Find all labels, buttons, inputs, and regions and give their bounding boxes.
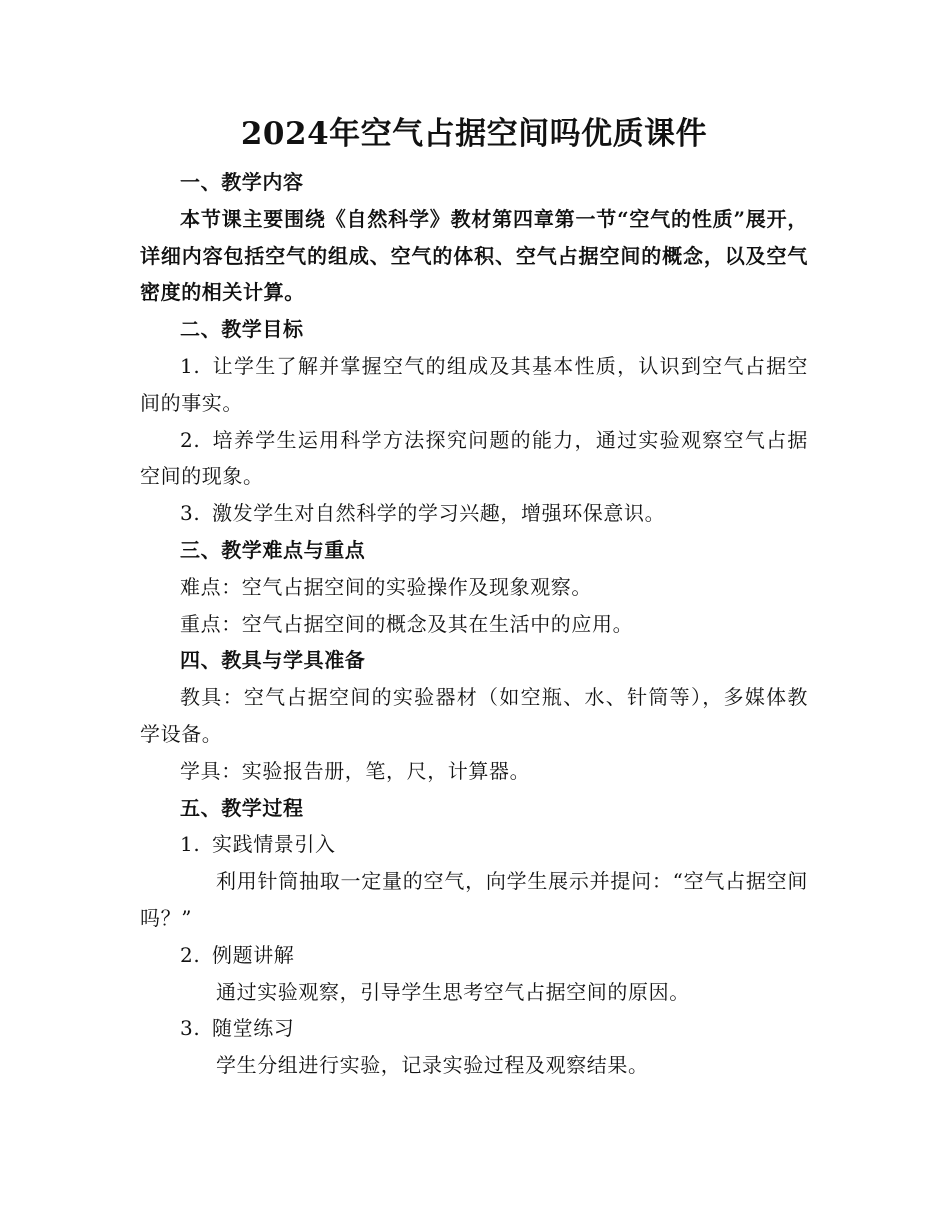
goal-item-3 bbox=[140, 495, 808, 532]
goal-item-2 bbox=[140, 422, 808, 496]
process-step-title-3 bbox=[140, 1010, 808, 1047]
document-title: 2024年空气占据空间吗优质课件 bbox=[240, 116, 708, 152]
process-step-number-3: 3. bbox=[180, 1016, 201, 1041]
process-step-number-1: 1. bbox=[180, 832, 201, 857]
process-step-number-2: 2. bbox=[180, 942, 201, 967]
process-step-title-1 bbox=[140, 826, 808, 863]
section-heading-content: 一、教学内容 bbox=[180, 170, 304, 194]
goal-number-2: 2. bbox=[180, 427, 201, 452]
process-step-text-2: 通过实验观察，引导学生思考空气占据空间的原因。 bbox=[216, 979, 690, 1004]
goal-text-3: 激发学生对自然科学的学习兴趣，增强环保意识。 bbox=[212, 501, 666, 526]
section-heading-goals: 二、教学目标 bbox=[180, 317, 304, 342]
process-step-text-1: 利用针筒抽取一定量的空气，向学生展示并提问：“空气占据空间吗？” bbox=[140, 869, 808, 930]
process-step-label-2: 例题讲解 bbox=[212, 942, 295, 967]
document-page bbox=[140, 112, 808, 1084]
process-step-label-1: 实践情景引入 bbox=[212, 832, 336, 857]
key-point-paragraph: 重点：空气占据空间的概念及其在生活中的应用。 bbox=[180, 611, 634, 636]
process-step-title-2 bbox=[140, 937, 808, 974]
teacher-materials-paragraph: 教具：空气占据空间的实验器材（如空瓶、水、针筒等），多媒体教学设备。 bbox=[140, 685, 808, 746]
goal-item-1 bbox=[140, 348, 808, 422]
difficulty-paragraph: 难点：空气占据空间的实验操作及现象观察。 bbox=[180, 574, 592, 599]
section-heading-process: 五、教学过程 bbox=[180, 795, 304, 820]
goal-text-1: 让学生了解并掌握空气的组成及其基本性质，认识到空气占据空间的事实。 bbox=[140, 353, 808, 415]
section-heading-materials: 四、教具与学具准备 bbox=[180, 648, 366, 673]
section-heading-difficulties: 三、教学难点与重点 bbox=[180, 537, 366, 562]
goal-number-3: 3. bbox=[180, 501, 201, 526]
section-content-paragraph: 本节课主要围绕《自然科学》教材第四章第一节“空气的性质”展开，详细内容包括空气的组成、空气的体积、空气占据空间的概念，以及空气密度的相关计算。 bbox=[140, 206, 808, 305]
process-step-text-3: 学生分组进行实验，记录实验过程及观察结果。 bbox=[216, 1053, 649, 1078]
goal-number-1: 1. bbox=[180, 353, 201, 378]
student-materials-paragraph: 学具：实验报告册，笔，尺，计算器。 bbox=[180, 758, 531, 783]
process-step-label-3: 随堂练习 bbox=[212, 1016, 295, 1041]
goal-text-2: 培养学生运用科学方法探究问题的能力，通过实验观察空气占据空间的现象。 bbox=[140, 427, 808, 489]
